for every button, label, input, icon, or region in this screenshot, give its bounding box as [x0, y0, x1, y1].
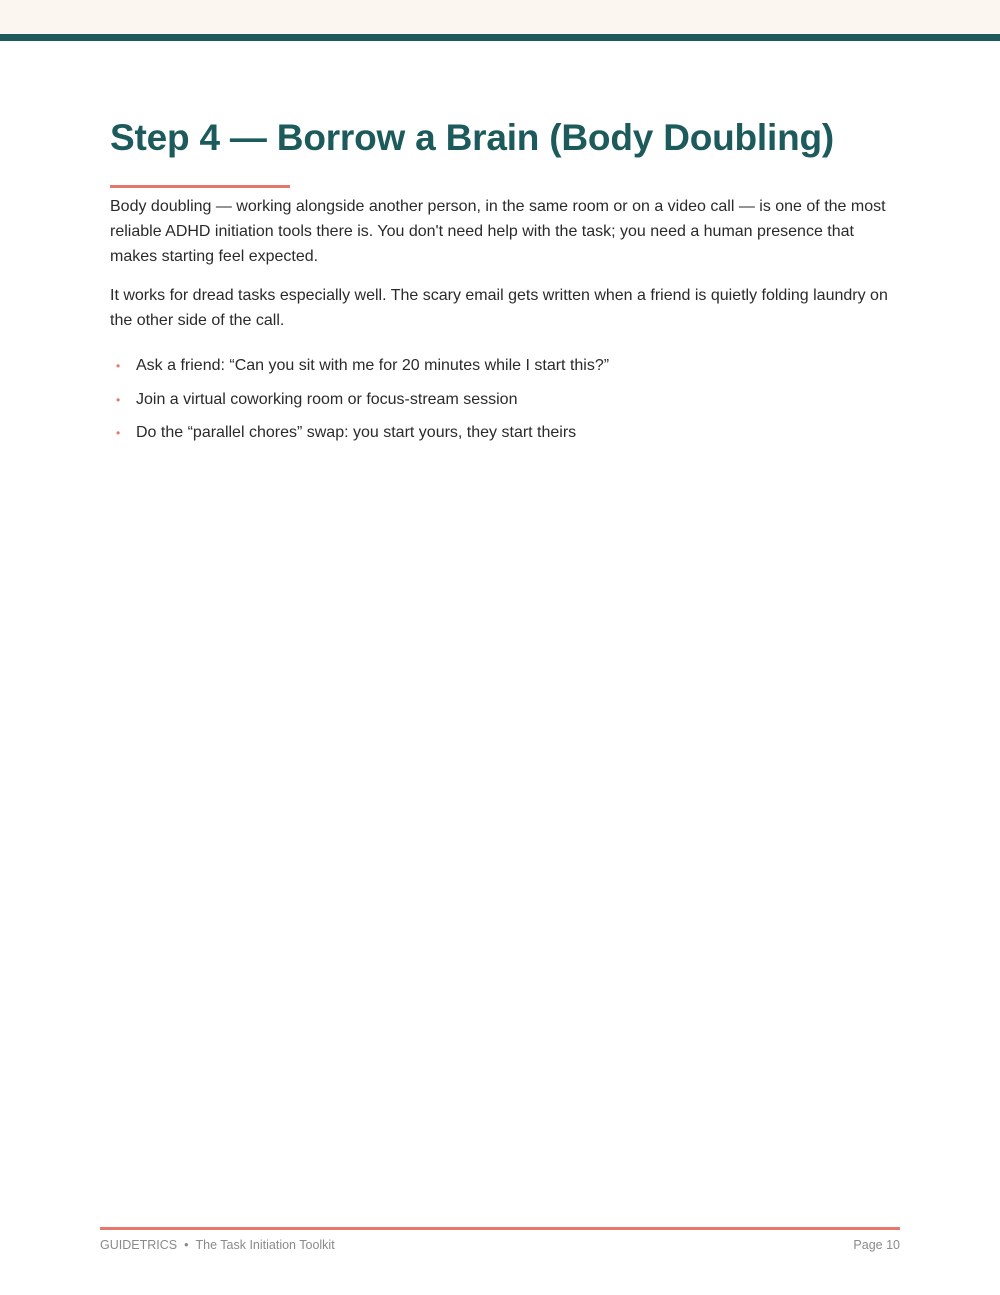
footer-doc-title: The Task Initiation Toolkit: [195, 1238, 335, 1252]
list-item: [110, 355, 890, 377]
page-number: Page 10: [853, 1238, 900, 1252]
paragraph-intro: Body doubling — working alongside another person, in the same room or on a video call — is one of the most reliable ADHD initiation tools there is. You don't need help with the task; you need a human presence that makes starting feel expected.: [110, 198, 886, 265]
list-item-text: Join a virtual coworking room or focus-stream session: [136, 390, 518, 408]
bullet-icon: •: [116, 359, 121, 373]
paragraph-dread-tasks: It works for dread tasks especially well. The scary email gets written when a friend is quietly folding laundry on the other side of the call.: [110, 287, 888, 329]
list-item-text: Do the “parallel chores” swap: you start yours, they start theirs: [136, 424, 577, 441]
bullet-icon: •: [116, 426, 121, 440]
bullet-icon: •: [116, 392, 121, 407]
page-title: Step 4 — Borrow a Brain (Body Doubling): [110, 117, 834, 158]
header-band: [0, 0, 1000, 34]
footer-brand: GUIDETRICS: [100, 1238, 178, 1252]
footer-separator: •: [184, 1238, 189, 1252]
list-item: [110, 422, 890, 444]
bullet-list: [110, 355, 890, 444]
page-footer: [100, 1236, 900, 1254]
footer-left: [100, 1236, 335, 1254]
list-item: [110, 389, 890, 411]
page-content: [110, 112, 890, 456]
footer-rule: [100, 1227, 900, 1230]
title-underline: [110, 185, 290, 188]
header-rule: [0, 34, 1000, 41]
list-item-text: Ask a friend: “Can you sit with me for 20 minutes while I start this?”: [136, 357, 610, 374]
